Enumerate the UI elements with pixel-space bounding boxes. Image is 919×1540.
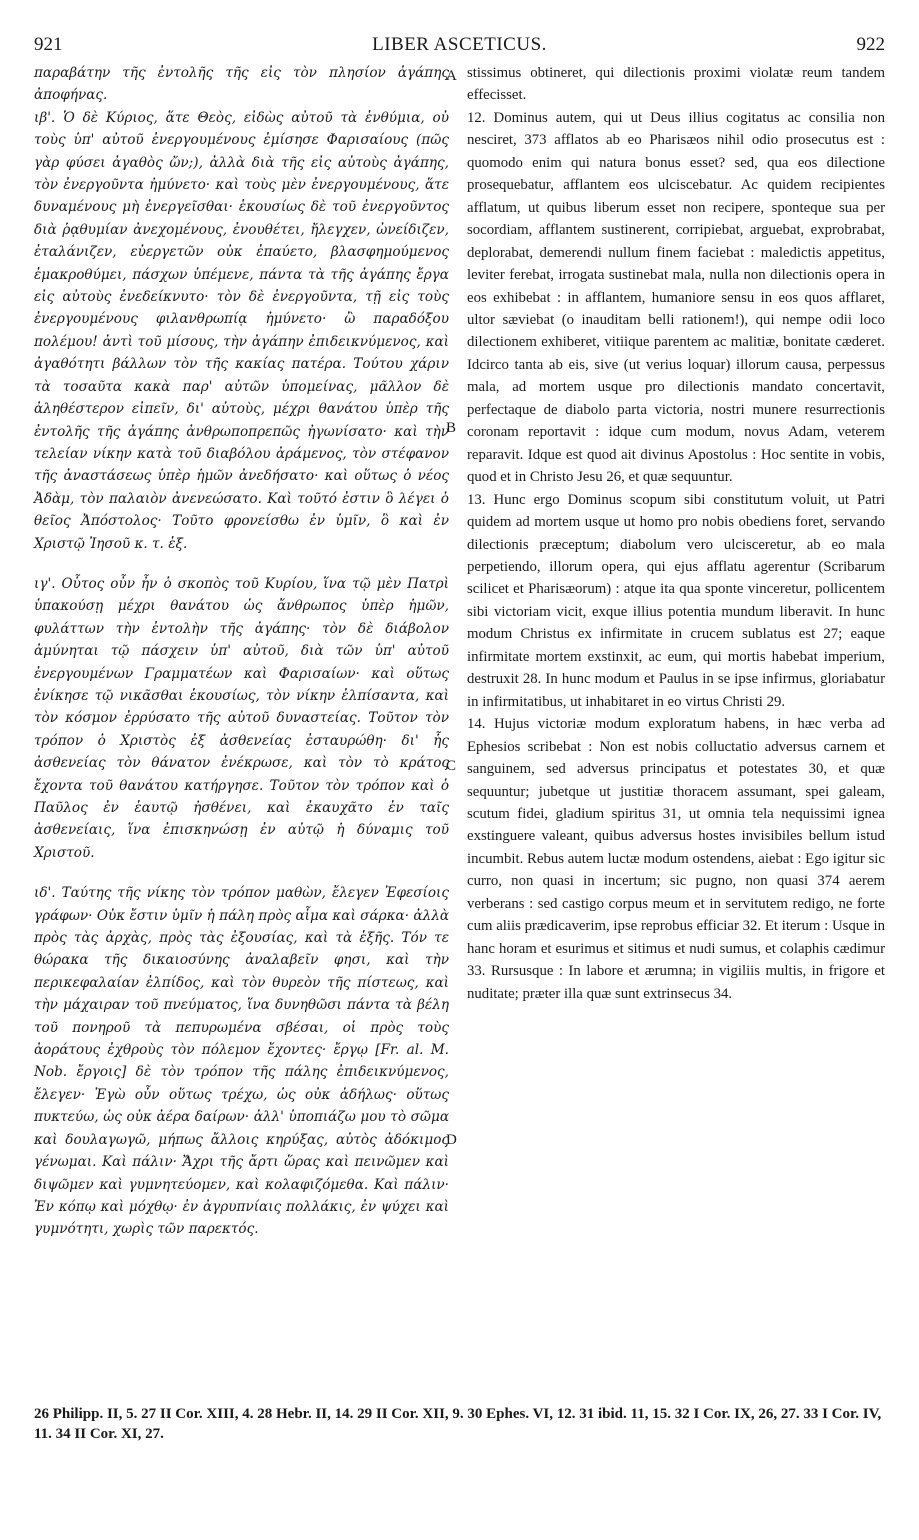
latin-paragraph: stissimus obtineret, qui dilectionis proximi violatæ reum tandem effecisset.	[467, 65, 885, 104]
left-page-number: 921	[34, 34, 63, 55]
latin-column	[467, 62, 885, 1005]
footnotes: 26 Philipp. II, 5. 27 II Cor. XIII, 4. 28 Hebr. II, 14. 29 II Cor. XII, 9. 30 Ephes. VI, 12. 31 ibid. 11, 15. 32 I Cor. IX, 26, 27. 33 I Cor. IV, 11. 34 II Cor. XI, 27.	[34, 1406, 882, 1442]
greek-paragraph: ιγ'. Οὗτος οὖν ἦν ὁ σκοπὸς τοῦ Κυρίου, ἵνα τῷ μὲν Πατρὶ ὑπακούσῃ μέχρι θανάτου ὡς ἄνθρωπος ὑπὲρ ἡμῶν, φυλάττων τὴν ἐντολὴν τῆς ἀγάπης· τὸν δὲ διάβολον ἀμύνηται τῷ πάσχειν ὑπ' αὐτοῦ, διὰ τῶν ὑπ' αὐτοῦ ἐνεργουμένων Γραμματέων καὶ Φαρισαίων· καὶ οὕτως ἐνίκησε τῷ νικᾶσθαι ἑκουσίως, τὸν νίκην ἐλπίσαντα, καὶ τὸν κόσμον ἐρρύσατο τῆς αὐτοῦ δυναστείας. Τοῦτον τὸν τρόπον ὁ Χριστὸς ἐξ ἀσθενείας ἐσταυρώθη· δι' ἧς ἀσθενείας τὸν θάνατον ἐνέκρωσε, καὶ τὸν τὸ κράτος ἔχοντα τοῦ θανάτου κατήργησε. Τοῦτον τὸν τρόπον καὶ ὁ Παῦλος ἐν ἑαυτῷ ἠσθένει, καὶ ἐκαυχᾶτο ἐν ταῖς ἀσθενείαις, ἵνα ἐπισκηνώσῃ ἐν αὐτῷ ἡ δύναμις τοῦ Χριστοῦ.	[34, 575, 449, 861]
greek-column	[34, 62, 449, 1241]
section-marker: D	[446, 1132, 457, 1148]
section-marker: A	[446, 68, 457, 84]
greek-paragraph: ιδ'. Ταύτης τῆς νίκης τὸν τρόπον μαθὼν, ἔλεγεν Ἐφεσίοις γράφων· Οὐκ ἔστιν ὑμῖν ἡ πάλη πρὸς αἷμα καὶ σάρκα· ἀλλὰ πρὸς τὰς ἀρχὰς, πρὸς τὰς ἐξουσίας, καὶ τὰ ἑξῆς. Τόν τε θώρακα τῆς δικαιοσύνης ἀναλαβεῖν φησι, καὶ τὴν περικεφαλαίαν ἐλπίδος, καὶ τὸν θυρεὸν τῆς πίστεως, καὶ τὴν μάχαιραν τοῦ πνεύματος, ἵνα δυνηθῶσι πάντα τὰ βέλη τοῦ πονηροῦ τὰ πεπυρωμένα σβέσαι, οἱ πρὸς τοὺς ἀοράτους ἐχθροὺς τὸν πόλεμον ἔχοντες· ἔργῳ [Fr. al. M. Nob. ἔργοις] δὲ τὸν τρόπον τῆς πάλης ἐπιδεικνύμενος, ἔλεγεν· Ἐγὼ οὖν οὕτως τρέχω, ὡς οὐκ ἀδήλως· οὕτως πυκτεύω, ὡς οὐκ ἀέρα δαίρων· ἀλλ' ὑποπιάζω μου τὸ σῶμα καὶ δουλαγωγῶ, μήπως ἄλλοις κηρύξας, αὐτὸς ἀδόκιμος γένωμαι. Καὶ πάλιν· Ἄχρι τῆς ἄρτι ὥρας καὶ πεινῶμεν καὶ διψῶμεν καὶ γυμνητεύομεν, καὶ κολαφιζόμεθα. Καὶ πάλιν· Ἐν κόπῳ καὶ μόχθῳ· ἐν ἀγρυπνίαις πολλάκις, ἐν ψύχει καὶ γυμνότητι, χωρὶς τῶν παρεκτός.	[34, 885, 449, 1238]
greek-paragraph: παραβάτην τῆς ἐντολῆς τῆς εἰς τὸν πλησίον ἀγάπης ἀποφήνας.	[34, 65, 449, 104]
section-marker: B	[446, 420, 457, 436]
page-title: LIBER ASCETICUS.	[372, 34, 547, 55]
latin-paragraph: 14. Hujus victoriæ modum exploratum habens, in hæc verba ad Ephesios scribebat : Non est nobis colluctatio adversus carnem et sanguinem, sed adversus principatus et potestates 30, et quæ sequuntur; jubetque ut justitiæ thoracem assumant, spei galeam, scutum fidei, gladium spiritus 31, ut omnia tela nequissimi ignea exstinguere valeant, quibus adversus hostes invisibiles bellum istud incumbit. Rebus autem luctæ modum ostendens, aiebat : Ego igitur sic curro, non quasi in incertum; sic pugno, non quasi 374 aerem verberans : sed castigo corpus meum et in servitutem redigo, ne forte cum aliis prædicaverim, ipse reprobus efficiar 32. Et iterum : Usque in hanc horam et esurimus et sitimus et nudi sumus, et colaphis cædimur 33. Rursusque : In labore et ærumna; in vigiliis multis, in frigore et nuditate; præter illa quæ sunt extrinsecus 34.	[467, 716, 885, 1002]
latin-paragraph: 12. Dominus autem, qui ut Deus illius cogitatus ac consilia non nesciret, 373 afflatos ab eo Pharisæos nihil odio prosecutus est : quomodo enim qui natura bonus esset? sed, qua eos dilectione prosequebatur, afflantem eos ulciscebatur. Ac quidem recipientes afflatum, ut quibus liberum esset non recipere, sponteque sua per socordiam, afflantem sustinerent, corripiebat, arguebat, exprobrabat, deplorabat, demerendi nullum finem faciebat : maledictis appetitus, leviter ferebat, irrogata sustinebat mala, nulla non dilectionis opera in eos exhibebat : in afflantem, humaniore sensu in eos quos afflaret, ultor sæviebat (o inauditam belli rationem!), qui nempe odii loco dilectionem exhiberet, vitiique parentem ac malitiæ, bonitate cæderet. Idcirco tanta ab eis, sive (ut verius loquar) illorum causa, perpessus mala, ad mortem usque pro dilectionis mandato concertavit, perfectaque de diabolo parta victoria, nostri munere resurrectionis coronam reportavit : idque cum modum, novus Adam, veterem reparavit. Idque est quod ait divinus Apostolus : Hoc sentite in vobis, quod et in Christo Jesu 26, et quæ sequuntur.	[467, 109, 885, 486]
running-header	[34, 34, 885, 56]
latin-paragraph: 13. Hunc ergo Dominus scopum sibi constitutum voluit, ut Patri quidem ad mortem usque ut homo pro nobis obediens foret, servando dilectionis præceptum; diabolum vero ulcisceretur, ab eo mala perpetiendo, illorum opera, qui ejus afflatu agerentur (Scribarum scilicet et Pharisæorum) : atque ita qua sponte vinceretur, pollicentem sibi victoriam vicit, exque illius potentia mundum liberavit. In hunc modum Christus ex infirmitate in crucem sublatus est 27; eaque infirmitate mortem exstinxit, ac eum, qui mortis habebat imperium, destruxit 28. In hunc modum et Paulus in se ipse infirmus, gloriabatur in infirmitatibus, ut inhabitaret in eo virtus Christi 29.	[467, 491, 885, 710]
greek-paragraph: ιβ'. Ὁ δὲ Κύριος, ἅτε Θεὸς, εἰδὼς αὐτοῦ τὰ ἐνθύμια, οὐ τοὺς ὑπ' αὐτοῦ ἐνεργουμένους ἐμίσησε Φαρισαίους (πῶς γὰρ φύσει ἀγαθὸς ὤν;), ἀλλὰ διὰ τῆς εἰς αὐτοὺς ἀγάπης, τὸν ἐνεργοῦντα ἠμύνετο· καὶ τοὺς μὲν ἐνεργουμένους, ἅτε δυναμένους μὴ ἐνεργεῖσθαι· ἑκουσίως δὲ τοῦ ἐνεργοῦντος διὰ ῥᾳθυμίαν ἀνεχομένους, ἐνουθέτει, ἤλεγχεν, ὠνείδιζεν, ἐταλάνιζεν, εὐεργετῶν οὐκ ἐπαύετο, βλασφημούμενος ἐμακροθύμει, πάσχων ὑπέμενε, πάντα τὰ τῆς ἀγάπης ἔργα εἰς αὐτοὺς ἐνεδείκνυτο· τὸν δὲ ἐνεργοῦντα, τῇ εἰς τοὺς ἐνεργουμένους φιλανθρωπίᾳ ἠμύνετο· ὢ παραδόξου πολέμου! ἀντὶ τοῦ μίσους, τὴν ἀγάπην ἐπιδεικνύμενος, καὶ ἀγαθότητι βάλλων τὸν τῆς κακίας πατέρα. Τούτου χάριν τὰ τοσαῦτα κακὰ παρ' αὐτῶν ὑπομείνας, μᾶλλον δὲ ἀληθέστερον εἰπεῖν, δι' αὐτοὺς, μέχρι θανάτου ὑπὲρ τῆς ἐντολῆς τῆς ἀγάπης ἀνθρωποπρεπῶς ἠγωνίσατο· καὶ τὴν τελείαν νίκην κατὰ τοῦ διαβόλου ἀράμενος, τὸν στέφανον τῆς ἀναστάσεως ὑπὲρ ἡμῶν ἀνεδήσατο· καὶ οὕτως ὁ νέος Ἀδὰμ, τὸν παλαιὸν ἀνενεώσατο. Καὶ τοῦτό ἐστιν ὃ λέγει ὁ θεῖος Ἀπόστολος· Τοῦτο φρονείσθω ἐν ὑμῖν, ὃ καὶ ἐν Χριστῷ Ἰησοῦ κ. τ. ἑξ.	[34, 109, 449, 552]
section-marker: C	[446, 758, 457, 774]
right-page-number: 922	[856, 34, 885, 55]
